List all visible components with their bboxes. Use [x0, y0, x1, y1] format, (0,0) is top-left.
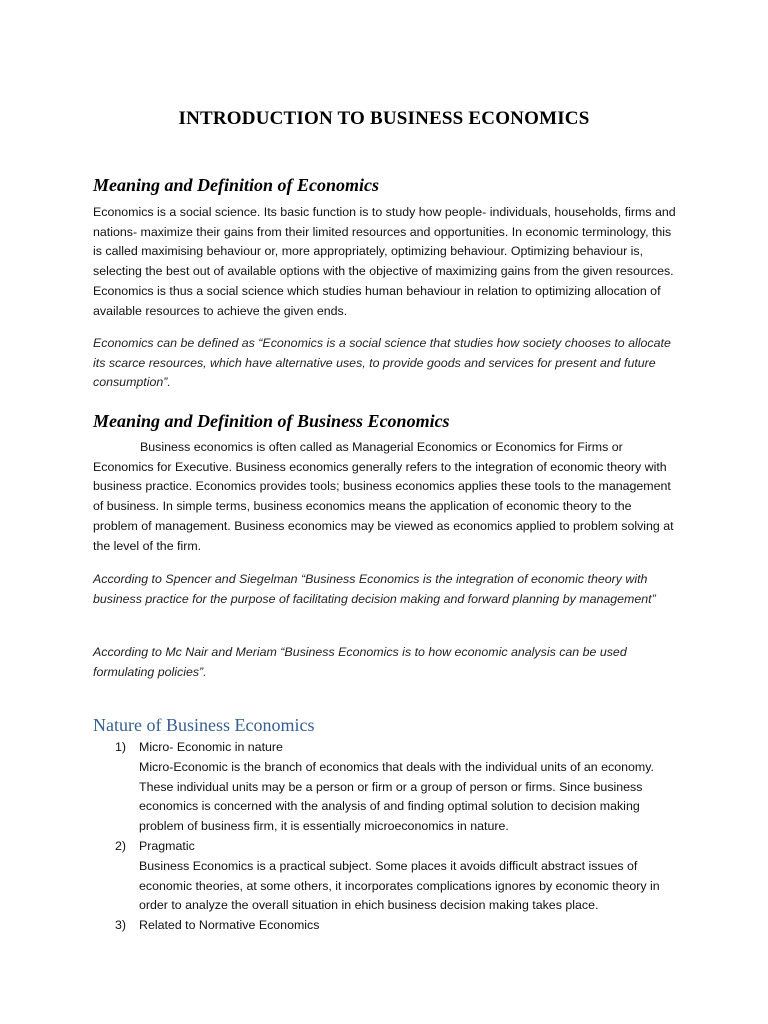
list-item [93, 738, 683, 837]
list-item-body: Business Economics is a practical subject. Some places it avoids difficult abstract issues of economic theories, at some others, it incorporates complications ignores by economic theory in order to analyze the overall situation in ehich business decision making takes place. [139, 858, 660, 913]
list-number: 2) [115, 838, 127, 853]
economics-paragraph: Economics is a social science. Its basic function is to study how people- individuals, households, firms and nations- maximize their gains from their limited resources and opportunities. In economic terminology, this is called maximising behaviour or, more appropriately, optimizing behaviour. Optimizing behaviour is, selecting the best out of available options with the objective of maximizing gains from the given resources. Economics is thus a social science which studies human behaviour in relation to optimizing allocation of available resources to achieve the given ends. [93, 205, 676, 318]
business-economics-paragraph: Business economics is often called as Managerial Economics or Economics for Firms or Economics for Executive. Business economics generally refers to the integration of economic theory with business practice. Economics provides tools; business economics applies these tools to the management of business. In simple terms, business economics means the application of economic theory to the problem of management. Business economics may be viewed as economics applied to problem solving at the level of the firm. [93, 440, 674, 553]
section-heading-nature: Nature of Business Economics [93, 715, 315, 735]
list-item-title: Pragmatic [139, 838, 195, 853]
list-item-title: Related to Normative Economics [139, 918, 320, 933]
section-heading-business-economics: Meaning and Definition of Business Economics [93, 411, 450, 431]
list-item-title: Micro- Economic in nature [139, 740, 283, 754]
list-item [93, 916, 683, 936]
list-item-body: Micro-Economic is the branch of economics that deals with the individual units of an economy. These individual units may be a person or firm or a group of person or firms. Since business economics is concerned with the analysis of and finding optimal solution to decision making problem of business firm, it is essentially microeconomics in nature. [139, 759, 654, 834]
section-heading-economics: Meaning and Definition of Economics [93, 175, 380, 195]
nature-list [93, 738, 683, 936]
economics-definition: Economics can be defined as “Economics is a social science that studies how society chooses to allocate its scarce resources, which have alternative uses, to provide goods and services for present and future consumption”. [93, 336, 671, 390]
list-number: 1) [115, 740, 127, 754]
list-number: 3) [115, 918, 127, 933]
spencer-siegelman-quote: According to Spencer and Siegelman “Business Economics is the integration of economic theory with business practice for the purpose of facilitating decision making and forward planning by management” [93, 572, 656, 606]
document-title: INTRODUCTION TO BUSINESS ECONOMICS [178, 108, 590, 129]
mcnair-meriam-quote: According to Mc Nair and Meriam “Business Economics is to how economic analysis can be used formulating policies”. [93, 645, 627, 679]
list-item [93, 837, 683, 916]
